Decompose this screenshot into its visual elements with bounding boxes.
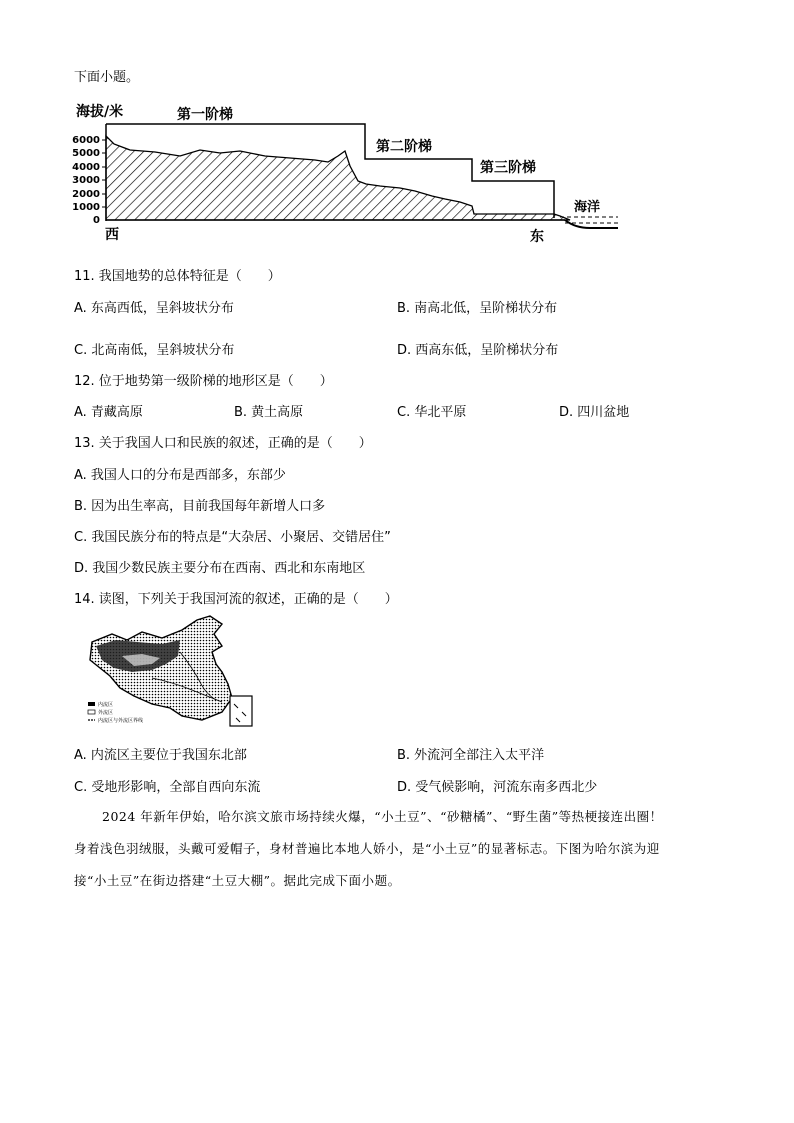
question-12-option-a[interactable]: A. 青藏高原 xyxy=(74,405,143,420)
y-axis-label: 海拔/米 xyxy=(76,104,124,120)
question-13-option-b[interactable]: B. 因为出生率高，目前我国每年新增人口多 xyxy=(74,499,326,514)
question-14-stem: 14. 读图，下列关于我国河流的叙述，正确的是（ ） xyxy=(74,592,398,607)
question-14-option-b[interactable]: B. 外流河全部注入太平洋 xyxy=(397,748,545,763)
question-11-option-a[interactable]: A. 东高西低，呈斜坡状分布 xyxy=(74,301,234,316)
ocean-label: 海洋 xyxy=(574,200,601,215)
step1-label: 第一阶梯 xyxy=(177,107,233,123)
south-china-sea-inset xyxy=(230,696,252,726)
passage-line-3: 接“小土豆”在街边搭建“土豆大棚”。据此完成下面小题。 xyxy=(74,873,401,888)
question-11-option-d[interactable]: D. 西高东低，呈阶梯状分布 xyxy=(397,343,559,358)
step2-label: 第二阶梯 xyxy=(376,139,432,155)
y-tick: 6000 xyxy=(72,135,100,146)
y-tick: 3000 xyxy=(72,175,100,186)
east-label: 东 xyxy=(530,229,544,245)
legend-swatch-inland xyxy=(88,702,95,706)
legend-label: 内流区 xyxy=(98,702,114,708)
question-12-option-c[interactable]: C. 华北平原 xyxy=(397,405,467,420)
question-14-option-a[interactable]: A. 内流区主要位于我国东北部 xyxy=(74,748,247,763)
question-11-stem: 11. 我国地势的总体特征是（ ） xyxy=(74,269,281,284)
question-14-option-c[interactable]: C. 受地形影响，全部自西向东流 xyxy=(74,780,261,795)
legend-label: 外流区 xyxy=(98,710,114,716)
y-tick: 2000 xyxy=(72,189,100,200)
west-label: 西 xyxy=(105,227,119,243)
y-tick: 4000 xyxy=(72,162,100,173)
terrain-profile-figure xyxy=(70,96,630,246)
legend-label: 内流区与外流区界线 xyxy=(98,718,144,724)
terrain-cross-section xyxy=(106,136,570,220)
question-14-option-d[interactable]: D. 受气候影响，河流东南多西北少 xyxy=(397,780,598,795)
question-12-option-b[interactable]: B. 黄土高原 xyxy=(234,405,304,420)
question-13-stem: 13. 关于我国人口和民族的叙述，正确的是（ ） xyxy=(74,436,372,451)
question-12-stem: 12. 位于地势第一级阶梯的地形区是（ ） xyxy=(74,374,333,389)
question-13-option-d[interactable]: D. 我国少数民族主要分布在西南、西北和东南地区 xyxy=(74,561,366,576)
intro-text: 下面小题。 xyxy=(74,70,140,85)
legend-swatch-outland xyxy=(88,710,95,714)
question-13-option-a[interactable]: A. 我国人口的分布是西部多，东部少 xyxy=(74,468,286,483)
y-tick: 5000 xyxy=(72,148,100,159)
question-13-option-c[interactable]: C. 我国民族分布的特点是“大杂居、小聚居、交错居住” xyxy=(74,530,391,545)
passage-line-1: 2024 年新年伊始，哈尔滨文旅市场持续火爆，“小土豆”、“砂糖橘”、“野生菌”等热梗接连出圈！ xyxy=(102,809,663,824)
question-11-option-b[interactable]: B. 南高北低，呈阶梯状分布 xyxy=(397,301,558,316)
step3-label: 第三阶梯 xyxy=(480,160,536,176)
question-11-option-c[interactable]: C. 北高南低，呈斜坡状分布 xyxy=(74,343,235,358)
china-drainage-map xyxy=(82,612,262,732)
y-tick: 0 xyxy=(93,215,100,226)
question-12-option-d[interactable]: D. 四川盆地 xyxy=(559,405,630,420)
ocean-floor xyxy=(565,220,618,228)
y-tick: 1000 xyxy=(72,202,100,213)
passage-line-2: 身着浅色羽绒服，头戴可爱帽子，身材普遍比本地人娇小，是“小土豆”的显著标志。下图为哈尔滨为迎 xyxy=(74,841,660,856)
